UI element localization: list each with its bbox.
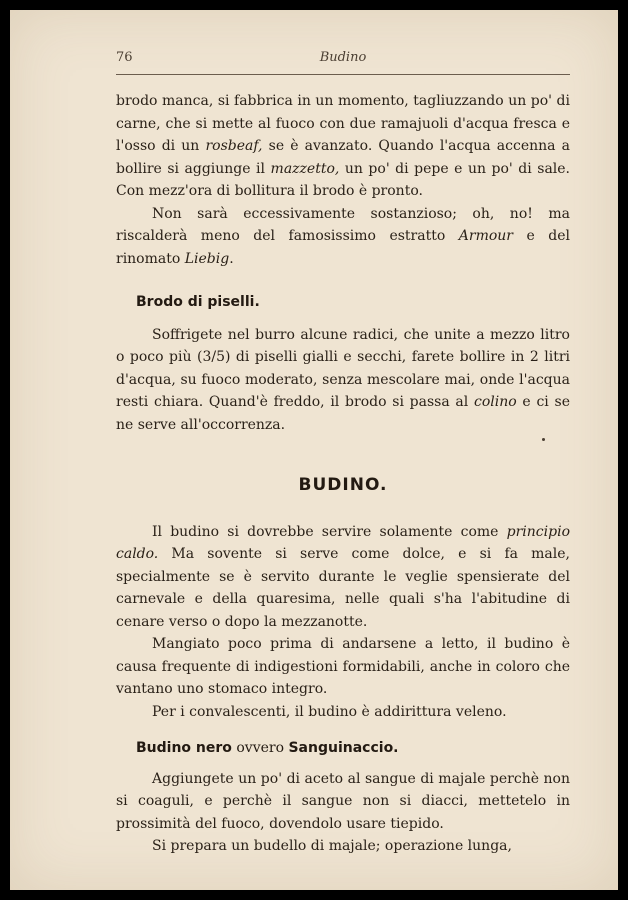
page-number: 76 [116,50,133,65]
paragraph-budino-indigestioni: Mangiato poco prima di andarsene a letto, il budino è causa frequente di indigestioni formidabili, anche in coloro che vantano uno stomaco integro. [116,636,570,697]
book-page [10,10,618,890]
heading-sanguinaccio: Budino nero ovvero Sanguinaccio. [136,740,399,756]
paragraph-budino-intro: Il budino si dovrebbe servire solamente come principio caldo. Ma sovente si serve come dolce, e si fa male, specialmente se è servito durante le veglie spensierate del carnevale e della quaresima, nelle quali s'ha l'abitudine di cenare verso o dopo la mezzanotte. [116,523,570,630]
running-head [116,50,570,70]
running-title: Budino [319,50,367,65]
paragraph-budino-convalescenti: Per i convalescenti, il budino è addirittura veleno. [152,703,507,720]
print-speck [542,438,545,441]
heading-budino: BUDINO. [298,475,388,495]
paragraph-brodo-liebig: Non sarà eccessivamente sostanzioso; oh, no! ma riscalderà meno del famosissimo estratto Armour e del rinomato Liebig. [116,205,570,267]
paragraph-sanguinaccio-budello: Si prepara un budello di majale; operazione lunga, [152,838,512,854]
paragraph-sanguinaccio-aceto: Aggiungete un po' di aceto al sangue di majale perchè non si coaguli, e perchè il sangue non si diacci, mettetelo in prossimità del fuoco, dovendolo usare tiepido. [116,770,570,832]
page-body [116,90,570,858]
paragraph-brodo-di-piselli: Soffrigete nel burro alcune radici, che unite a mezzo litro o poco più (3/5) di piselli gialli e secchi, farete bollire in 2 litri d'acqua, su fuoco moderato, senza mescolare mai, onde l'acqua resti chiara. Quand'è freddo, il brodo si passa al colino e ci se ne serve all'occorrenza. [116,326,570,433]
heading-brodo-di-piselli: Brodo di piselli. [136,294,260,310]
header-rule [116,74,570,75]
paragraph-brodo-continued: brodo manca, si fabbrica in un momento, tagliuzzando un po' di carne, che si mette al fuoco con due ramajuoli d'acqua fresca e l'osso di un rosbeaf, se è avanzato. Quando l'acqua accenna a bollire si aggiunge il mazzetto, un po' di pepe e un po' di sale. Con mezz'ora di bollitura il brodo è pronto. [116,93,571,199]
